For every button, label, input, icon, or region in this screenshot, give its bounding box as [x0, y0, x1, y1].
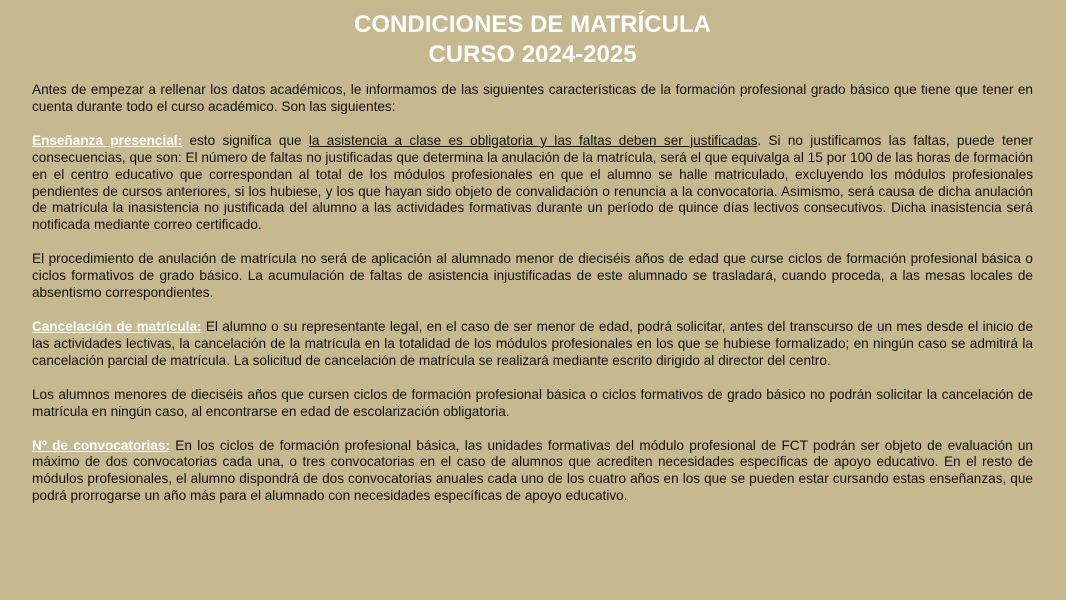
- ensenanza-paragraph: [32, 133, 1033, 234]
- cancelacion-heading: Cancelación de matrícula:: [32, 318, 202, 334]
- procedimiento-paragraph: El procedimiento de anulación de matrícula no será de aplicación al alumnado menor de dieciséis años de edad que curse ciclos de formación profesional básica o ciclos formativos de grado básico. La acumulación de faltas de asistencia injustificadas de este alumnado se trasladará, cuando proceda, a las mesas locales de absentismo correspondientes.: [32, 251, 1033, 301]
- ensenanza-heading: Enseñanza presencial:: [32, 132, 183, 148]
- ensenanza-lead: esto significa que: [182, 132, 309, 148]
- cancelacion-paragraph: [32, 319, 1033, 370]
- intro-paragraph: Antes de empezar a rellenar los datos académicos, le informamos de las siguientes características de la formación profesional grado básico que tiene que tener en cuenta durante todo el curso académico. Son las siguientes:: [32, 82, 1033, 114]
- cancelacion-text: El alumno o su representante legal, en el caso de ser menor de edad, podrá solicitar, antes del transcurso de un mes desde el inicio de las actividades lectivas, la cancelación de la matrícula en la totalidad de los módulos profesionales en los que se hubiese formalizado; en ningún caso se admitirá la cancelación parcial de matrícula. La solicitud de cancelación de matrícula se realizará mediante escrito dirigido al director del centro.: [32, 318, 1034, 368]
- ensenanza-underlined-text: la asistencia a clase es obligatoria y las faltas deben ser justificadas: [308, 132, 758, 148]
- menores-paragraph: Los alumnos menores de dieciséis años que cursen ciclos de formación profesional básica o ciclos formativos de grado básico no podrán solicitar la cancelación de matrícula en ningún caso, al encontrarse en edad de escolarización obligatoria.: [32, 386, 1033, 419]
- ensenanza-text: . Si no justificamos las faltas, puede tener consecuencias, que son: El número de faltas no justificadas que determina la anulación de la matrícula, será el que equivalga al 15 por 100 de las horas de formación en el centro educativo que correspondan al total de los módulos profesionales en que el alumno se halle matriculado, excluyendo los módulos profesionales pendientes de cursos anteriores, si los hubiese, y los que hayan sido objeto de convalidación o renuncia a la convocatoria. Asimismo, será causa de dicha anulación de matrícula la inasistencia no justificada del alumno a las actividades formativas durante un período de quince días lectivos consecutivos. Dicha inasistencia será notificada mediante correo certificado.: [32, 132, 1034, 233]
- title-line-2: CURSO 2024-2025: [428, 41, 637, 68]
- convocatorias-text: En los ciclos de formación profesional básica, las unidades formativas del módulo profesional de FCT podrán ser objeto de evaluación un máximo de dos convocatorias cada una, o tres convocatorias en el caso de alumnos que acrediten necesidades específicas de apoyo educativo. En el resto de módulos profesionales, el alumno dispondrá de dos convocatorias anuales cada uno de los cuatro años en los que se pueden estar cursando estas enseñanzas, que podrá prorrogarse un año más para el alumnado con necesidades específicas de apoyo educativo.: [32, 437, 1033, 504]
- page-title: [32, 10, 1033, 70]
- title-line-1: CONDICIONES DE MATRÍCULA: [354, 11, 711, 38]
- convocatorias-heading: Nº de convocatorias:: [32, 437, 170, 453]
- convocatorias-paragraph: [32, 438, 1033, 506]
- content-body: [32, 82, 1033, 505]
